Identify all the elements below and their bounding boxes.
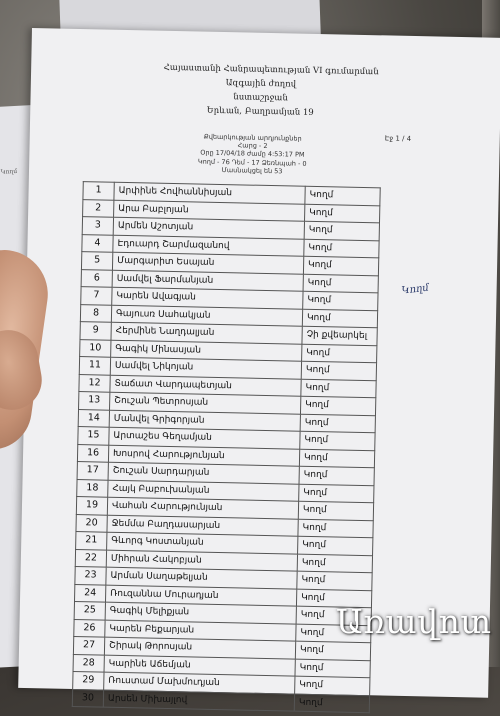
header-line-3: նստաշրջան: [233, 92, 288, 104]
member-name: Արփինե Հովհաննիսյան: [114, 182, 305, 203]
row-number: 22: [75, 549, 106, 567]
row-number: 23: [75, 567, 106, 585]
vote-value: Կողմ: [300, 431, 375, 450]
row-number: 20: [76, 514, 107, 532]
member-name: Սամվել Ֆարմանյան: [112, 270, 303, 291]
page-number: Էջ 1 / 4: [384, 134, 412, 143]
member-name: Արտաշես Գեղամյան: [109, 427, 300, 448]
vote-value: Կողմ: [300, 396, 375, 415]
member-name: Մանվել Գրիգորյան: [109, 410, 300, 431]
vote-value: Կողմ: [298, 519, 373, 538]
member-name: Մարգարիտ Եսայան: [112, 252, 303, 273]
member-name: Գայուսռ Սահակյան: [111, 305, 302, 326]
watermark-logo: Առավոտ: [336, 602, 492, 641]
member-name: Ջեմմա Բաղդասարյան: [107, 515, 298, 536]
row-number: 13: [79, 392, 110, 410]
row-number: 26: [74, 619, 105, 637]
row-number: 21: [76, 532, 107, 550]
member-name: Սամվել Նիկոյան: [110, 357, 301, 378]
vote-value: Կողմ: [297, 554, 372, 573]
row-number: 11: [79, 357, 110, 375]
vote-value: Կողմ: [296, 606, 371, 625]
member-name: Կարեն Ավագյան: [112, 287, 303, 308]
handwritten-note: Կողմ: [401, 282, 430, 297]
vote-value: Կողմ: [295, 641, 370, 660]
question-number: Հարց - 2: [237, 141, 268, 150]
member-name: Հերմինե Նաղդալյան: [111, 322, 302, 343]
vote-value: Կողմ: [305, 186, 380, 205]
row-number: 9: [80, 322, 111, 340]
row-number: 2: [83, 199, 114, 217]
row-number: 3: [82, 217, 113, 235]
member-name: Կարեն Բեքարյան: [105, 620, 296, 641]
member-name: Վահան Հարությունյան: [107, 497, 298, 518]
row-number: 8: [80, 304, 111, 322]
member-name: Ռուզաննա Մուրադյան: [105, 585, 296, 606]
row-number: 27: [73, 637, 104, 655]
row-number: 28: [73, 654, 104, 672]
header-line-2: Ազգային ժողով: [225, 78, 297, 90]
row-number: 18: [77, 479, 108, 497]
member-name: Արմեն Աշոտյան: [113, 217, 304, 238]
header-line-4: Երևան, Բաղրամյան 19: [206, 105, 314, 118]
member-name: Արա Բաբլոյան: [114, 200, 305, 221]
member-name: Ռուստամ Մախմուդյան: [104, 672, 295, 693]
member-name: Շուշան Սարդարյան: [108, 462, 299, 483]
voting-results-sheet: [18, 28, 500, 708]
row-number: 16: [77, 444, 108, 462]
row-number: 25: [74, 602, 105, 620]
row-number: 19: [76, 497, 107, 515]
row-number: 10: [80, 339, 111, 357]
member-name: Հայկ Բաբուխանյան: [108, 480, 299, 501]
vote-value: Կողմ: [301, 361, 376, 380]
results-title: Քվեարկության արդյունքներ: [203, 132, 302, 143]
header-line-1: Հայաստանի Հանրապետության VI գումարման: [163, 62, 379, 78]
vote-value: Կողմ: [295, 659, 370, 678]
vote-value: Չի քվեարկել: [302, 326, 377, 345]
vote-value: Կողմ: [305, 204, 380, 223]
member-name: Արսեն Միխայլով: [103, 690, 294, 711]
vote-value: Կողմ: [299, 466, 374, 485]
member-name: Էդուարդ Շարմազանով: [113, 235, 304, 256]
vote-value: Կողմ: [304, 221, 379, 240]
row-number: 30: [72, 689, 103, 707]
vote-value: Կողմ: [298, 501, 373, 520]
vote-value: Կողմ: [294, 694, 369, 713]
member-name: Կարինե Աճեմյան: [104, 655, 295, 676]
row-number: 5: [81, 252, 112, 270]
member-name: Տաճատ Վարդապետյան: [110, 375, 301, 396]
member-name: Գագիկ Մելիքյան: [105, 602, 296, 623]
vote-value: Կողմ: [296, 589, 371, 608]
member-name: Շուշան Պետրոսյան: [110, 392, 301, 413]
row-number: 15: [78, 427, 109, 445]
vote-value: Կողմ: [300, 414, 375, 433]
member-name: Արման Սաղաթելյան: [106, 567, 297, 588]
vote-value: Կողմ: [299, 484, 374, 503]
row-number: 6: [81, 269, 112, 287]
member-name: Խոսրով Հարությունյան: [108, 445, 299, 466]
vote-value: Կողմ: [304, 239, 379, 258]
vote-value: Կողմ: [302, 344, 377, 363]
vote-value: Կողմ: [303, 256, 378, 275]
vote-value: Կողմ: [299, 449, 374, 468]
member-name: Գևորգ Կոստանյան: [107, 532, 298, 553]
member-name: Միհրան Հակոբյան: [106, 550, 297, 571]
votes-table: [72, 181, 381, 713]
row-number: 14: [78, 409, 109, 427]
member-name: Շիրակ Թորոսյան: [104, 637, 295, 658]
row-number: 29: [73, 672, 104, 690]
side-paper-label: Կողմ: [0, 167, 18, 176]
vote-datetime: Օրը 17/04/18 ժամը 4:53:17 PM: [200, 148, 305, 159]
row-number: 12: [79, 374, 110, 392]
row-number: 17: [77, 462, 108, 480]
registered-count: Մասնակցել են 53: [221, 166, 283, 176]
vote-value: Կողմ: [301, 379, 376, 398]
vote-value: Կողմ: [302, 309, 377, 328]
row-number: 7: [81, 287, 112, 305]
vote-value: Կողմ: [303, 291, 378, 310]
row-number: 1: [83, 182, 114, 200]
vote-value: Կողմ: [298, 536, 373, 555]
row-number: 24: [74, 584, 105, 602]
vote-value: Կողմ: [297, 571, 372, 590]
vote-value: Կողմ: [295, 676, 370, 695]
vote-value: Կողմ: [296, 624, 371, 643]
member-name: Գագիկ Մինասյան: [111, 340, 302, 361]
vote-tally: Կողմ - 76 Դեմ - 17 Ձեռնպահ - 0: [197, 157, 307, 168]
row-number: 4: [82, 234, 113, 252]
vote-value: Կողմ: [303, 274, 378, 293]
